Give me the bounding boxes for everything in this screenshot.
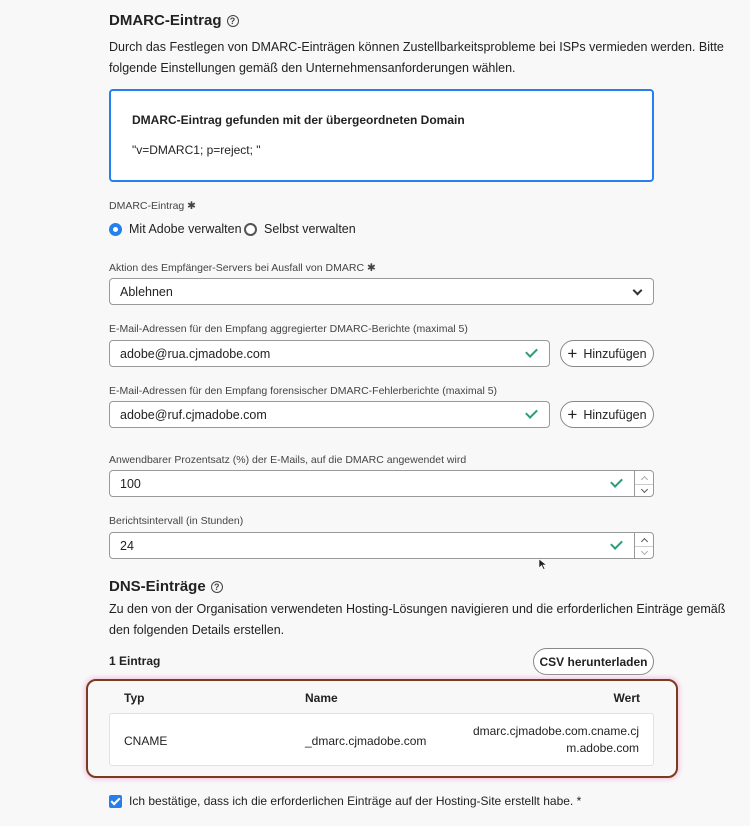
checkmark-icon [610,475,623,488]
chevron-up-icon [640,475,647,482]
confirm-label: Ich bestätige, dass ich die erforderlichen Einträge auf der Hosting-Site erstellt habe. * [129,794,582,808]
dmarc-record-label: DMARC-Eintrag ✱ [109,200,196,212]
action-select[interactable] [109,278,654,305]
column-header-value: Wert [613,691,640,705]
column-header-name: Name [305,691,338,705]
percentage-value: 100 [120,476,141,491]
interval-value: 24 [120,538,134,553]
dns-title-text: DNS-Einträge [109,578,206,595]
dns-description-line: Zu den von der Organisation verwendeten Hosting-Lösungen navigieren und die erforderlichen Einträge gemäß [109,602,726,616]
dns-description [109,599,725,641]
row-type: CNAME [124,734,168,748]
dmarc-description-line: folgende Einstellungen gemäß den Unternehmensanforderungen wählen. [109,61,516,75]
stepper-decrement[interactable] [635,546,653,559]
chevron-down-icon [640,486,647,493]
radio-manage-self[interactable] [244,222,356,236]
chevron-down-icon [640,548,647,555]
help-icon[interactable]: ? [227,15,239,27]
ruf-label: E-Mail-Adressen für den Empfang forensischer DMARC-Fehlerberichte (maximal 5) [109,385,498,397]
column-header-type: Typ [124,691,145,705]
radio-unselected-icon[interactable] [244,223,257,236]
help-icon[interactable]: ? [211,581,223,593]
checkmark-icon [610,537,623,550]
rua-label: E-Mail-Adressen für den Empfang aggregierter DMARC-Berichte (maximal 5) [109,323,468,335]
row-value [473,723,639,757]
infobox-title: DMARC-Eintrag gefunden mit der übergeordneten Domain [132,113,465,127]
plus-icon: + [567,344,578,363]
interval-label: Berichtsintervall (in Stunden) [109,515,244,527]
checkmark-icon [525,406,538,419]
infobox-value: "v=DMARC1; p=reject; " [132,143,261,157]
entry-count: 1 Eintrag [109,654,161,668]
checkmark-icon [525,345,538,358]
chevron-down-icon [633,286,643,296]
rua-email-input[interactable] [109,340,550,367]
chevron-up-icon [640,537,647,544]
add-button-label: Hinzufügen [583,346,647,361]
mouse-cursor-icon [539,559,547,570]
row-name: _dmarc.cjmadobe.com [305,734,427,748]
dns-section-title [109,578,223,595]
radio-selected-icon[interactable] [109,223,122,236]
interval-input[interactable] [109,532,635,559]
confirm-checkbox[interactable] [109,794,581,808]
stepper-increment[interactable] [635,533,653,546]
interval-stepper[interactable] [634,532,654,559]
dmarc-description [109,37,724,79]
stepper-decrement[interactable] [635,484,653,497]
csv-download-button[interactable]: CSV herunterladen [533,648,654,675]
dmarc-found-infobox [109,89,654,182]
dmarc-title-text: DMARC-Eintrag [109,12,222,29]
ruf-email-input[interactable] [109,401,550,428]
add-button-label: Hinzufügen [583,407,647,422]
stepper-increment[interactable] [635,471,653,484]
ruf-email-value: adobe@ruf.cjmadobe.com [120,407,267,422]
dmarc-section-title [109,12,239,29]
dmarc-description-line: Durch das Festlegen von DMARC-Einträgen können Zustellbarkeitsprobleme bei ISPs vermieden werden. Bitte [109,40,724,54]
checkbox-checked-icon[interactable] [109,795,122,808]
action-select-value: Ablehnen [120,284,173,299]
add-ruf-button[interactable] [560,401,654,428]
add-rua-button[interactable] [560,340,654,367]
radio-self-label: Selbst verwalten [264,222,356,236]
plus-icon: + [567,405,578,424]
row-value-line: m.adobe.com [566,741,639,755]
action-label: Aktion des Empfänger-Servers bei Ausfall von DMARC ✱ [109,262,376,274]
percentage-input[interactable] [109,470,635,497]
row-value-line: dmarc.cjmadobe.com.cname.cj [472,724,639,738]
rua-email-value: adobe@rua.cjmadobe.com [120,346,271,361]
radio-adobe-label: Mit Adobe verwalten [129,222,242,236]
percentage-stepper[interactable] [634,470,654,497]
percentage-label: Anwendbarer Prozentsatz (%) der E-Mails, auf die DMARC angewendet wird [109,454,467,466]
dns-description-line: den folgenden Details erstellen. [109,623,285,637]
table-row [109,713,654,766]
radio-manage-adobe[interactable] [109,222,242,236]
